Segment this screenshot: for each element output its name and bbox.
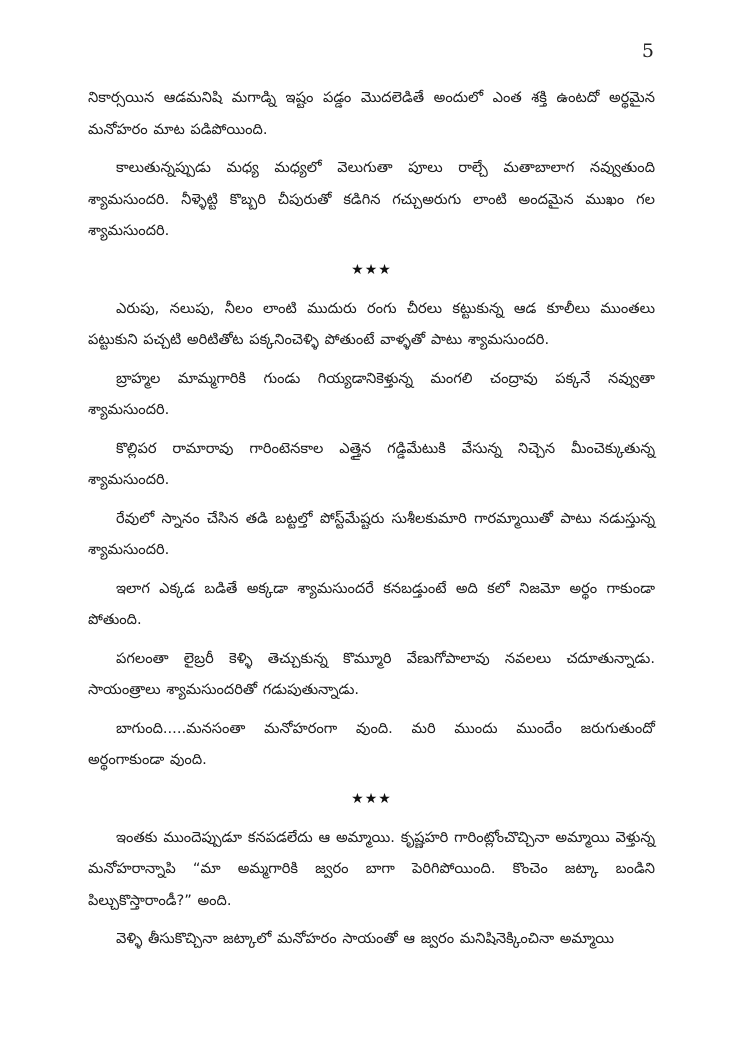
paragraph: నికార్సయిన ఆడమనిషి మగాడ్ని ఇష్టం పడ్డం మొదలెడితే అందులో ఎంత శక్తి ఉంటదో అర్థమైన మనోహరం మాట పడిపోయింది. <box>88 89 655 138</box>
paragraph: వెళ్ళి తీసుకొచ్చినా జట్కాలో మనోహరం సాయంతో ఆ జ్వరం మనిషినెక్కించినా అమ్మాయి <box>116 930 615 947</box>
paragraph: కాలుతున్నప్పుడు మధ్య మధ్యలో వెలుగుతా పూలు రాల్చే మతాబాలాగ నవ్వుతుంది శ్యామసుందరి. నీళ్ళెట్టి కొబ్బరి చీపురుతో కడిగిన గచ్చుఅరుగు లాంటి అందమైన ముఖం గల శ్యామసుందరి. <box>88 159 655 239</box>
section-divider: ★★★ <box>351 790 392 807</box>
page-number: 5 <box>641 40 654 62</box>
paragraph: ఇంతకు ముందెప్పుడూ కనపడలేదు ఆ అమ్మాయి. కృష్ణహరి గారింట్లోంచొచ్చినా అమ్మాయి వెళ్తున్న మనోహరాన్నాపి “మా అమ్మగారికి జ్వరం బాగా పెరిగిపోయింది. కొంచెం జట్కా బండిని పిల్చుకొస్తారాండీ?” అంది. <box>88 828 655 909</box>
paragraph: బ్రాహ్మల మామ్మగారికి గుండు గియ్యడానికెళ్తున్న మంగలి చంద్రావు పక్కనే నవ్వుతా శ్యామసుందరి. <box>88 369 655 418</box>
paragraph: పగలంతా లైబ్రరీ కెళ్ళి తెచ్చుకున్న కొమ్మూరి వేణుగోపాలావు నవలలు చదూతున్నాడు. సాయంత్రాలు శ్యామసుందరితో గడుపుతున్నాడు. <box>88 649 655 698</box>
paragraph: ఎరుపు, నలుపు, నీలం లాంటి ముదురు రంగు చీరలు కట్టుకున్న ఆడ కూలీలు ముంతలు పట్టుకుని పచ్చటి అరిటితోట పక్కనించెళ్ళి పోతుంటే వాళ్ళతో పాటు శ్యామసుందరి. <box>88 299 655 348</box>
paragraph: కొల్లిపర రామారావు గారింటెనకాల ఎత్తైన గడ్డిమేటుకి వేసున్న నిచ్చెన మీంచెక్కుతున్న శ్యామసుందరి. <box>88 439 655 488</box>
section-divider: ★★★ <box>351 261 392 278</box>
paragraph: రేవులో స్నానం చేసిన తడి బట్టల్తో పోస్ట్‌మేష్టరు సుశీలకుమారి గారమ్మాయితో పాటు నడుస్తున్న శ్యామసుందరి. <box>88 509 655 558</box>
paragraph: బాగుంది.....మనసంతా మనోహరంగా వుంది. మరి ముందు ముందేం జరుగుతుందో అర్థంగాకుండా వుంది. <box>88 719 655 768</box>
page-body <box>88 82 655 962</box>
paragraph: ఇలాగ ఎక్కడ బడితే అక్కడా శ్యామసుందరే కనబడ్తుంటే అది కలో నిజమో అర్థం గాకుండా పోతుంది. <box>88 579 655 628</box>
